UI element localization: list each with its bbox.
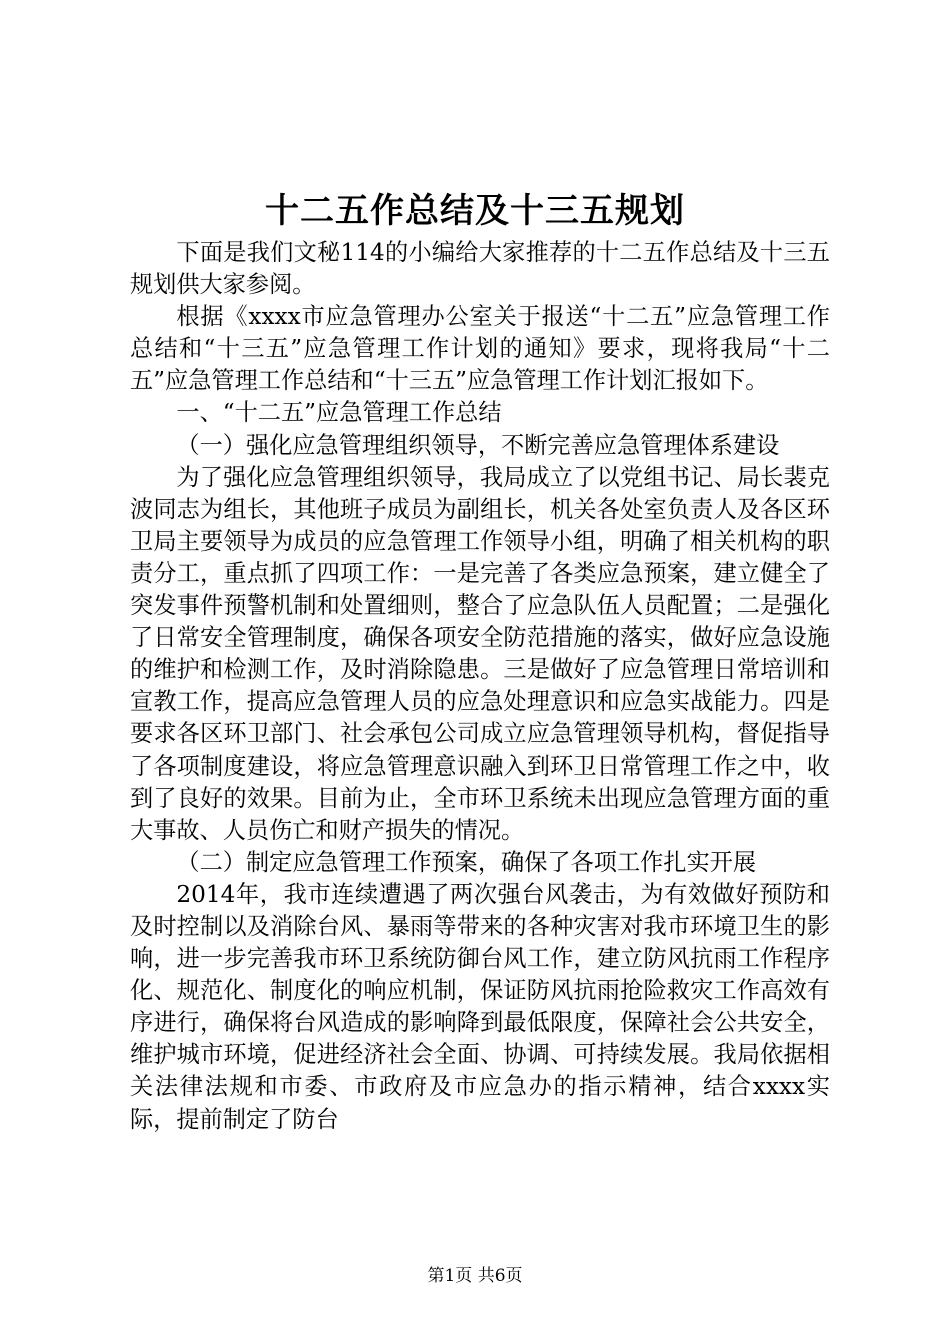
- document-title: 十二五作总结及十三五规划: [265, 191, 685, 231]
- basis-paragraph: 根据《xxxx市应急管理办公室关于报送“十二五”应急管理工作总结和“十三五”应急管理工作计划的通知》要求，现将我局“十二五”应急管理工作总结和“十三五”应急管理工作计划汇报如下。: [130, 303, 830, 395]
- body-paragraph: 2014年，我市连续遭遇了两次强台风袭击，为有效做好预防和及时控制以及消除台风、暴雨等带来的各种灾害对我市环境卫生的影响，进一步完善我市环卫系统防御台风工作，建立防风抗雨工作程序化、规范化、制度化的响应机制，保证防风抗雨抢险救灾工作高效有序进行，确保将台风造成的影响降到最低限度，保障社会公共安全，维护城市环境，促进经济社会全面、协调、可持续发展。我局依据相关法律法规和市委、市政府及市应急办的指示精神，结合xxxx实际，提前制定了防台: [130, 880, 830, 1133]
- page-footer: 第1页 共6页: [427, 1266, 523, 1286]
- subsection-heading: （二）制定应急管理工作预案，确保了各项工作扎实开展: [176, 848, 757, 876]
- subsection-heading: （一）强化应急管理组织领导，不断完善应急管理体系建设: [176, 431, 780, 459]
- document-body: [130, 237, 830, 1136]
- section-heading: 一、“十二五”应急管理工作总结: [176, 399, 502, 427]
- intro-paragraph: 下面是我们文秘114的小编给大家推荐的十二五作总结及十三五规划供大家参阅。: [130, 239, 830, 299]
- body-paragraph: 为了强化应急管理组织领导，我局成立了以党组书记、局长裴克波同志为组长，其他班子成员为副组长，机关各处室负责人及各区环卫局主要领导为成员的应急管理工作领导小组，明确了相关机构的职责分工，重点抓了四项工作：一是完善了各类应急预案，建立健全了突发事件预警机制和处置细则，整合了应急队伍人员配置；二是强化了日常安全管理制度，确保各项安全防范措施的落实，做好应急设施的维护和检测工作，及时消除隐患。三是做好了应急管理日常培训和宣教工作，提高应急管理人员的应急处理意识和应急实战能力。四是要求各区环卫部门、社会承包公司成立应急管理领导机构，督促指导了各项制度建设，将应急管理意识融入到环卫日常管理工作之中，收到了良好的效果。目前为止，全市环卫系统未出现应急管理方面的重大事故、人员伤亡和财产损失的情况。: [130, 463, 830, 844]
